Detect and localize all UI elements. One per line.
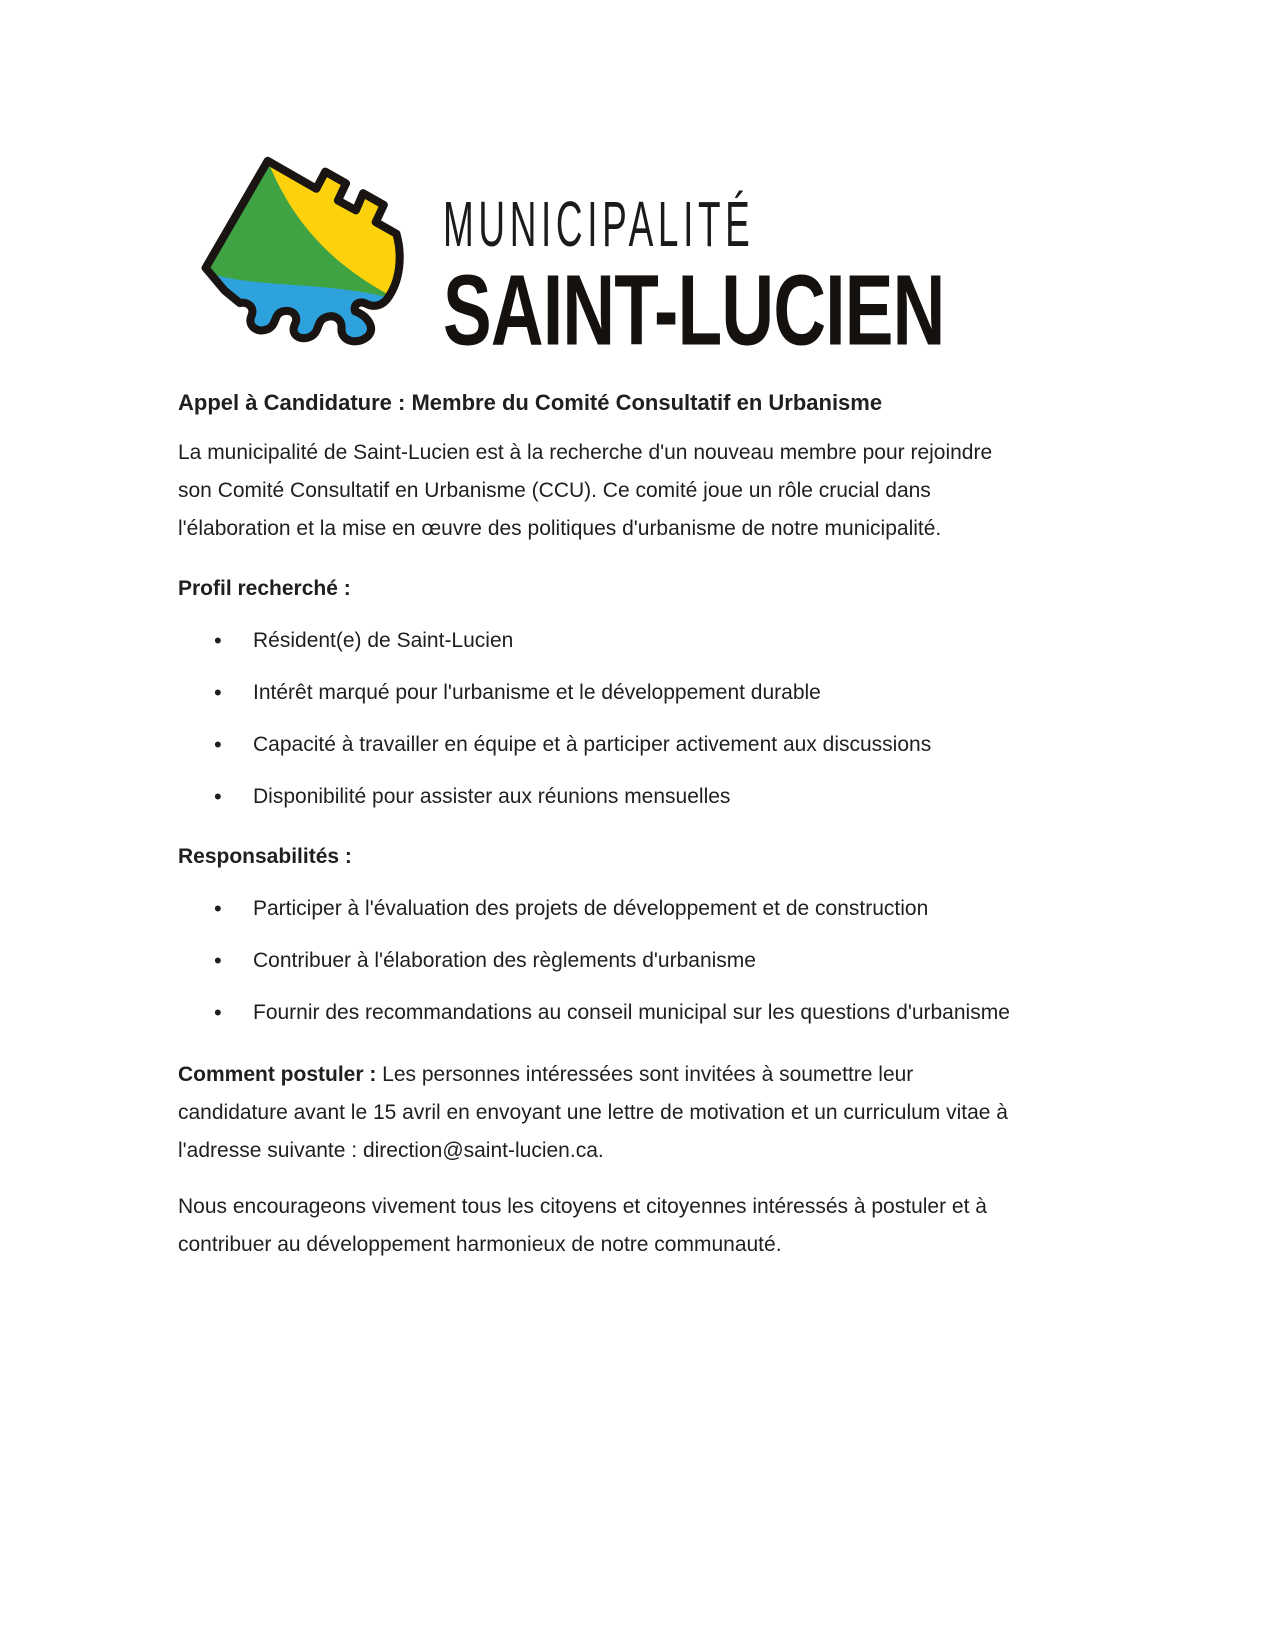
- list-item: • Disponibilité pour assister aux réunions mensuelles: [178, 778, 1020, 816]
- list-item: • Résident(e) de Saint-Lucien: [178, 622, 1020, 660]
- how-to-apply-label: Comment postuler :: [178, 1063, 377, 1086]
- list-item: • Fournir des recommandations au conseil municipal sur les questions d'urbanisme: [178, 994, 1020, 1032]
- section-heading-profil: Profil recherché :: [178, 577, 351, 600]
- how-to-apply-paragraph: [178, 1056, 1020, 1170]
- document-body: [0, 388, 1275, 1264]
- profil-bullet-list: [178, 622, 1020, 816]
- list-item: • Participer à l'évaluation des projets de développement et de construction: [178, 890, 1020, 928]
- logo-wordmark: [443, 148, 1043, 367]
- list-item: • Contribuer à l'élaboration des règlements d'urbanisme: [178, 942, 1020, 980]
- list-item: • Capacité à travailler en équipe et à participer activement aux discussions: [178, 726, 1020, 764]
- list-item: • Intérêt marqué pour l'urbanisme et le développement durable: [178, 674, 1020, 712]
- intro-paragraph: La municipalité de Saint-Lucien est à la recherche d'un nouveau membre pour rejoindre son Comité Consultatif en Urbanisme (CCU). Ce comité joue un rôle crucial dans l'élaboration et la mise en œuvre des politiques d'urbanisme de notre municipalité.: [178, 441, 993, 540]
- responsabilites-bullet-list: [178, 890, 1020, 1032]
- municipality-logo: [184, 148, 1275, 367]
- how-to-apply-text: Les personnes intéressées sont invitées à soumettre leur candidature avant le 15 avril en envoyant une lettre de motivation et un curriculum vitae à l'adresse suivante : direction@saint-lucien.ca.: [178, 1063, 1008, 1162]
- municipality-map-icon: [184, 148, 409, 360]
- section-heading-responsabilites: Responsabilités :: [178, 845, 352, 868]
- page-title: Appel à Candidature : Membre du Comité Consultatif en Urbanisme: [178, 390, 883, 415]
- logo-municipalite-text: MUNICIPALITÉ: [443, 187, 755, 260]
- closing-paragraph: Nous encourageons vivement tous les citoyens et citoyennes intéressés à postuler et à contribuer au développement harmonieux de notre communauté.: [178, 1195, 987, 1256]
- logo-saint-lucien-text: SAINT-LUCIEN: [443, 255, 945, 367]
